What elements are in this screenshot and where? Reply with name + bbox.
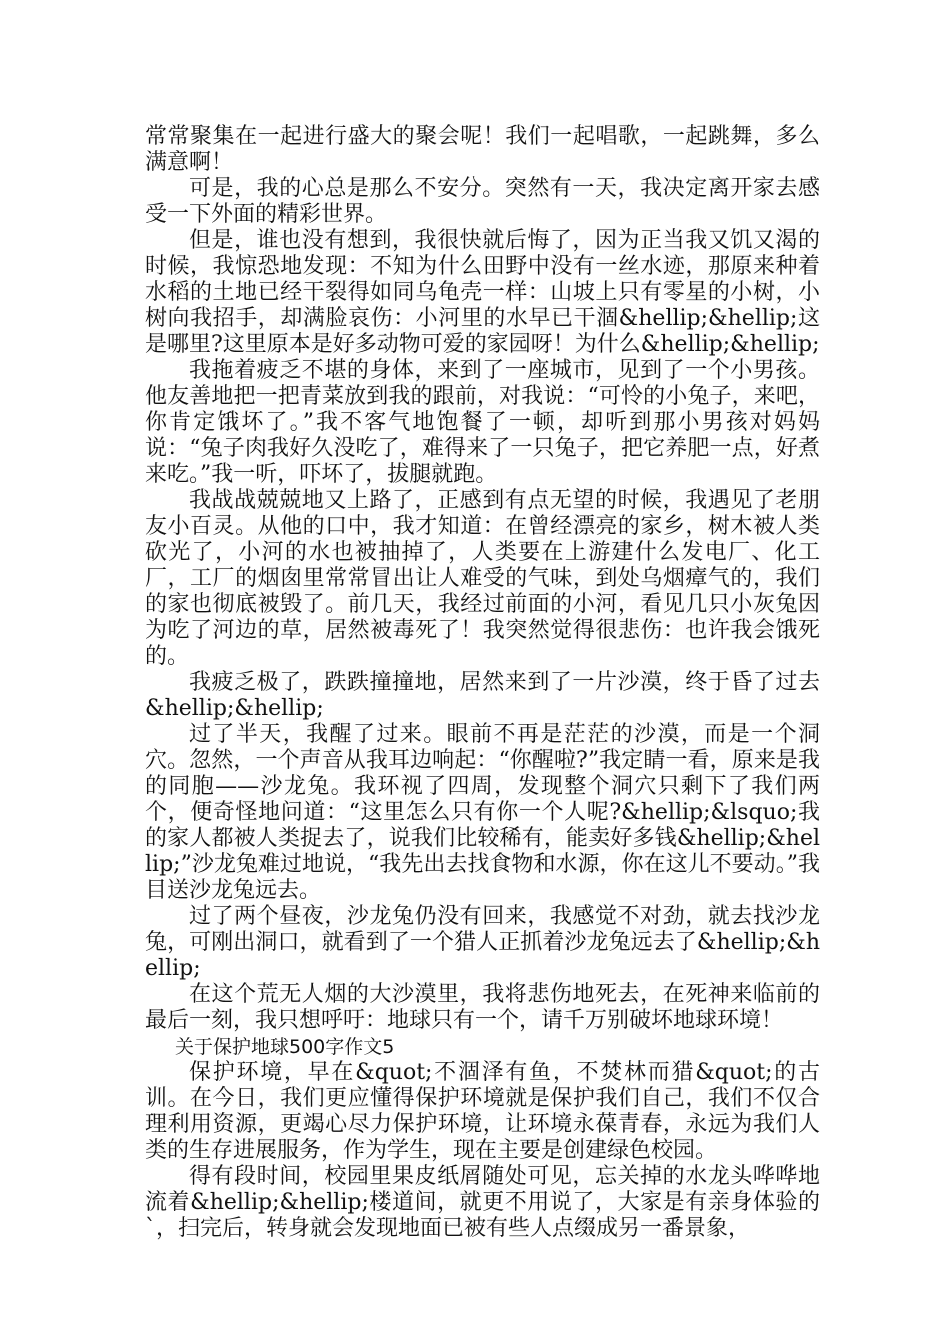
- paragraph-3: 但是，谁也没有想到，我很快就后悔了，因为正当我又饥又渴的时候，我惊恐地发现：不知为什么田野中没有一丝水迹，那原来种着水稻的土地已经干裂得如同乌龟壳一样：山坡上只有零星的小树，小树向我招手，却满脸哀伤：小河里的水早已干涸&hellip;&hellip;这是哪里?这里原本是好多动物可爱的家园呀！为什么&hellip;&hellip;: [145, 228, 820, 357]
- section-heading: 关于保护地球500字作文5: [175, 1036, 395, 1058]
- paragraph-6: 我疲乏极了，跌跌撞撞地，居然来到了一片沙漠，终于昏了过去&hellip;&hellip;: [145, 670, 820, 721]
- paragraph-9: 在这个荒无人烟的大沙漠里，我将悲伤地死去，在死神来临前的最后一刻，我只想呼吁：地球只有一个，请千万别破坏地球环境！: [145, 982, 820, 1033]
- paragraph-8: 过了两个昼夜，沙龙兔仍没有回来，我感觉不对劲，就去找沙龙兔，可刚出洞口，就看到了一个猎人正抓着沙龙兔远去了&hellip;&hellip;: [145, 904, 820, 981]
- paragraph-7: 过了半天，我醒了过来。眼前不再是茫茫的沙漠，而是一个洞穴。忽然，一个声音从我耳边响起：“你醒啦?”我定睛一看，原来是我的同胞——沙龙兔。我环视了四周，发现整个洞穴只剩下了我们两个，便奇怪地问道：“这里怎么只有你一个人呢?&hellip;&lsquo;我的家人都被人类捉去了，说我们比较稀有，能卖好多钱&hellip;&hellip;”沙龙兔难过地说，“我先出去找食物和水源，你在这儿不要动。”我目送沙龙兔远去。: [145, 722, 820, 903]
- document-body: [145, 124, 820, 1242]
- paragraph-2: 可是，我的心总是那么不安分。突然有一天，我决定离开家去感受一下外面的精彩世界。: [145, 176, 820, 227]
- paragraph-1: 常常聚集在一起进行盛大的聚会呢！我们一起唱歌，一起跳舞，多么满意啊！: [145, 124, 820, 175]
- paragraph-4: 我拖着疲乏不堪的身体，来到了一座城市，见到了一个小男孩。他友善地把一把青菜放到我的跟前，对我说：“可怜的小兔子，来吧，你肯定饿坏了。”我不客气地饱餐了一顿，却听到那小男孩对妈妈说：“兔子肉我好久没吃了，难得来了一只兔子，把它养肥一点，好煮来吃。”我一听，吓坏了，拔腿就跑。: [145, 358, 820, 487]
- paragraph-5: 我战战兢兢地又上路了，正感到有点无望的时候，我遇见了老朋友小百灵。从他的口中，我才知道：在曾经漂亮的家乡，树木被人类砍光了，小河的水也被抽掉了，人类要在上游建什么发电厂、化工厂，工厂的烟囱里常常冒出让人难受的气味，到处乌烟瘴气的，我们的家也彻底被毁了。前几天，我经过前面的小河，看见几只小灰兔因为吃了河边的草，居然被毒死了！我突然觉得很悲伤：也许我会饿死的。: [145, 488, 820, 669]
- paragraph-11: 得有段时间，校园里果皮纸屑随处可见，忘关掉的水龙头哗哗地流着&hellip;&hellip;楼道间，就更不用说了，大家是有亲身体验的`，扫完后，转身就会发现地面已被有些人点缀成另一番景象，: [145, 1164, 820, 1241]
- paragraph-10: 保护环境，早在&quot;不涸泽有鱼，不焚林而猎&quot;的古训。在今日，我们更应懂得保护环境就是保护我们自己，我们不仅合理利用资源，更竭心尽力保护环境，让环境永葆青春，永远为我们人类的生存进展服务，作为学生，现在主要是创建绿色校园。: [145, 1060, 820, 1163]
